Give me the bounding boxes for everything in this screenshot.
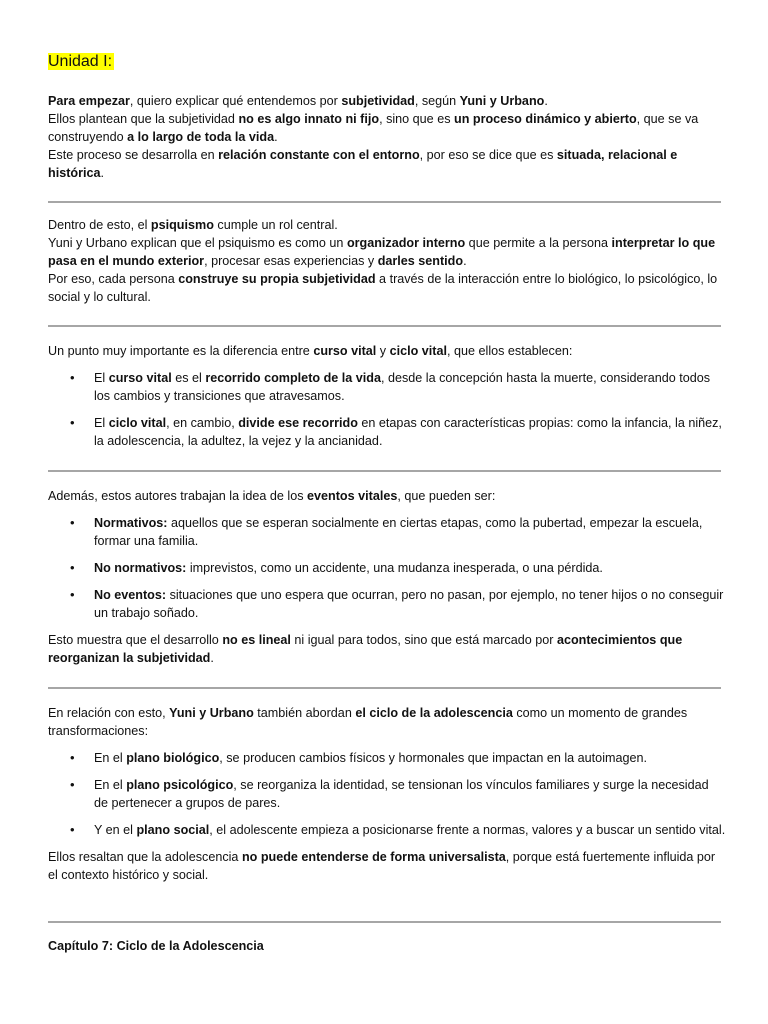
text: , porque está fuertemente influida por el contexto histórico y social.: [48, 850, 716, 882]
list-item: [48, 559, 726, 577]
text: como un momento de grandes transformaciones:: [48, 706, 688, 738]
text: .: [210, 651, 214, 665]
paragraph: [48, 704, 726, 740]
text: también abordan: [253, 706, 356, 720]
text-bold: Para empezar: [48, 94, 130, 108]
unit-heading: [48, 52, 114, 72]
paragraph: [48, 848, 726, 884]
text-bold: relación constante con el entorno: [218, 148, 420, 162]
text: aquellos que se esperan socialmente en ciertas etapas, como la pubertad, empezar la escuela, formar una familia.: [94, 516, 703, 548]
text: Ellos plantean que la subjetividad: [48, 112, 239, 126]
text: El: [94, 416, 109, 430]
text-bold: darles sentido: [377, 254, 464, 268]
text: es el: [171, 371, 206, 385]
bullet-list: [48, 749, 726, 839]
unit-heading-highlight: Unidad I:: [48, 53, 113, 70]
text-bold: ciclo vital: [108, 416, 167, 430]
bullet-list: [48, 514, 726, 622]
list-item: [48, 776, 726, 812]
text-bold: subjetividad: [341, 94, 415, 108]
list-item: [48, 414, 726, 450]
text: situaciones que uno espera que ocurran, pero no pasan, por ejemplo, no tener hijos o no conseguir un trabajo soñado.: [94, 588, 724, 620]
text: En el: [94, 751, 127, 765]
text: .: [274, 130, 278, 144]
text: , desde la concepción hasta la muerte, considerando todos los cambios y transiciones que atravesamos.: [94, 371, 711, 403]
horizontal-rule: [48, 325, 721, 327]
horizontal-rule: [48, 687, 721, 689]
text: cumple un rol central.: [213, 218, 338, 232]
text-bold: plano social: [136, 823, 210, 837]
text-bold: curso vital: [108, 371, 172, 385]
paragraph: [48, 631, 726, 667]
text: , procesar esas experiencias y: [204, 254, 378, 268]
text-bold: Yuni y Urbano: [459, 94, 545, 108]
list-item: [48, 586, 726, 622]
text-bold: no puede entenderse de forma universalista: [241, 850, 506, 864]
text: , en cambio,: [166, 416, 239, 430]
text: a través de la interacción entre lo biológico, lo psicológico, lo social y lo cultural.: [48, 272, 718, 304]
text: .: [100, 166, 104, 180]
text: Yuni y Urbano explican que el psiquismo es como un: [48, 236, 347, 250]
paragraph: [48, 92, 726, 110]
text-bold: ciclo vital: [389, 344, 448, 358]
text-bold: a lo largo de toda la vida: [127, 130, 275, 144]
text: Un punto muy importante es la diferencia entre: [48, 344, 314, 358]
text: , por eso se dice que es: [419, 148, 557, 162]
text-bold: un proceso dinámico y abierto: [454, 112, 637, 126]
text-bold: recorrido completo de la vida: [205, 371, 381, 385]
list-item: [48, 369, 726, 405]
text: y: [376, 344, 390, 358]
chapter-title: Capítulo 7: Ciclo de la Adolescencia: [48, 939, 264, 953]
text: que permite a la persona: [465, 236, 612, 250]
section-curso-ciclo-vital: [48, 342, 726, 450]
text: Por eso, cada persona: [48, 272, 179, 286]
list-item: [48, 749, 726, 767]
horizontal-rule: [48, 921, 721, 923]
text-bold: curso vital: [313, 344, 377, 358]
text-bold: plano biológico: [126, 751, 220, 765]
text: .: [463, 254, 467, 268]
text: , que ellos establecen:: [447, 344, 573, 358]
text: , se reorganiza la identidad, se tensionan los vínculos familiares y surge la necesidad de pertenecer a grupos de pares.: [94, 778, 709, 810]
text-bold: No eventos:: [94, 588, 167, 602]
text: , sino que es: [379, 112, 454, 126]
text: , el adolescente empieza a posicionarse frente a normas, valores y a buscar un sentido vital.: [209, 823, 726, 837]
text: , se producen cambios físicos y hormonales que impactan en la autoimagen.: [219, 751, 647, 765]
section-adolescencia: [48, 704, 726, 884]
text-bold: Yuni y Urbano: [169, 706, 254, 720]
paragraph: [48, 342, 726, 360]
text-bold: no es algo innato ni fijo: [238, 112, 380, 126]
horizontal-rule: [48, 201, 721, 203]
text: El: [94, 371, 109, 385]
text: En el: [94, 778, 127, 792]
paragraph: [48, 270, 726, 306]
paragraph: [48, 146, 726, 182]
horizontal-rule: [48, 470, 721, 472]
text: Dentro de esto, el: [48, 218, 151, 232]
text-bold: no es lineal: [222, 633, 291, 647]
list-item: [48, 821, 726, 839]
text: Además, estos autores trabajan la idea de los: [48, 489, 308, 503]
text-bold: eventos vitales: [307, 489, 398, 503]
text: imprevistos, como un accidente, una mudanza inesperada, o una pérdida.: [186, 561, 603, 575]
text-bold: plano psicológico: [126, 778, 234, 792]
text: , que pueden ser:: [397, 489, 496, 503]
text: Esto muestra que el desarrollo: [48, 633, 223, 647]
text-bold: interpretar lo que pasa en el mundo exterior: [48, 236, 716, 268]
section-subjetividad: [48, 92, 726, 182]
text: Y en el: [94, 823, 137, 837]
text-bold: No normativos:: [94, 561, 187, 575]
text: Este proceso se desarrolla en: [48, 148, 219, 162]
text-bold: situada, relacional e histórica: [48, 148, 678, 180]
text-bold: Normativos:: [94, 516, 168, 530]
text-bold: divide ese recorrido: [238, 416, 358, 430]
paragraph: [48, 110, 726, 146]
text: , quiero explicar qué entendemos por: [129, 94, 342, 108]
paragraph: [48, 487, 726, 505]
text-bold: acontecimientos que reorganizan la subjetividad: [48, 633, 683, 665]
text: En relación con esto,: [48, 706, 170, 720]
text: ni igual para todos, sino que está marcado por: [290, 633, 557, 647]
text: , que se va construyendo: [48, 112, 699, 144]
text: .: [544, 94, 548, 108]
text-bold: psiquismo: [150, 218, 214, 232]
section-eventos-vitales: [48, 487, 726, 667]
text: Ellos resaltan que la adolescencia: [48, 850, 242, 864]
text: en etapas con características propias: como la infancia, la niñez, la adolescencia, la adultez, la vejez y la ancianidad.: [94, 416, 722, 448]
bullet-list: [48, 369, 726, 450]
text-bold: construye su propia subjetividad: [178, 272, 376, 286]
text: , según: [414, 94, 460, 108]
text-bold: el ciclo de la adolescencia: [355, 706, 513, 720]
section-psiquismo: [48, 216, 726, 306]
paragraph: [48, 216, 726, 234]
text-bold: organizador interno: [346, 236, 466, 250]
paragraph: [48, 234, 726, 270]
list-item: [48, 514, 726, 550]
